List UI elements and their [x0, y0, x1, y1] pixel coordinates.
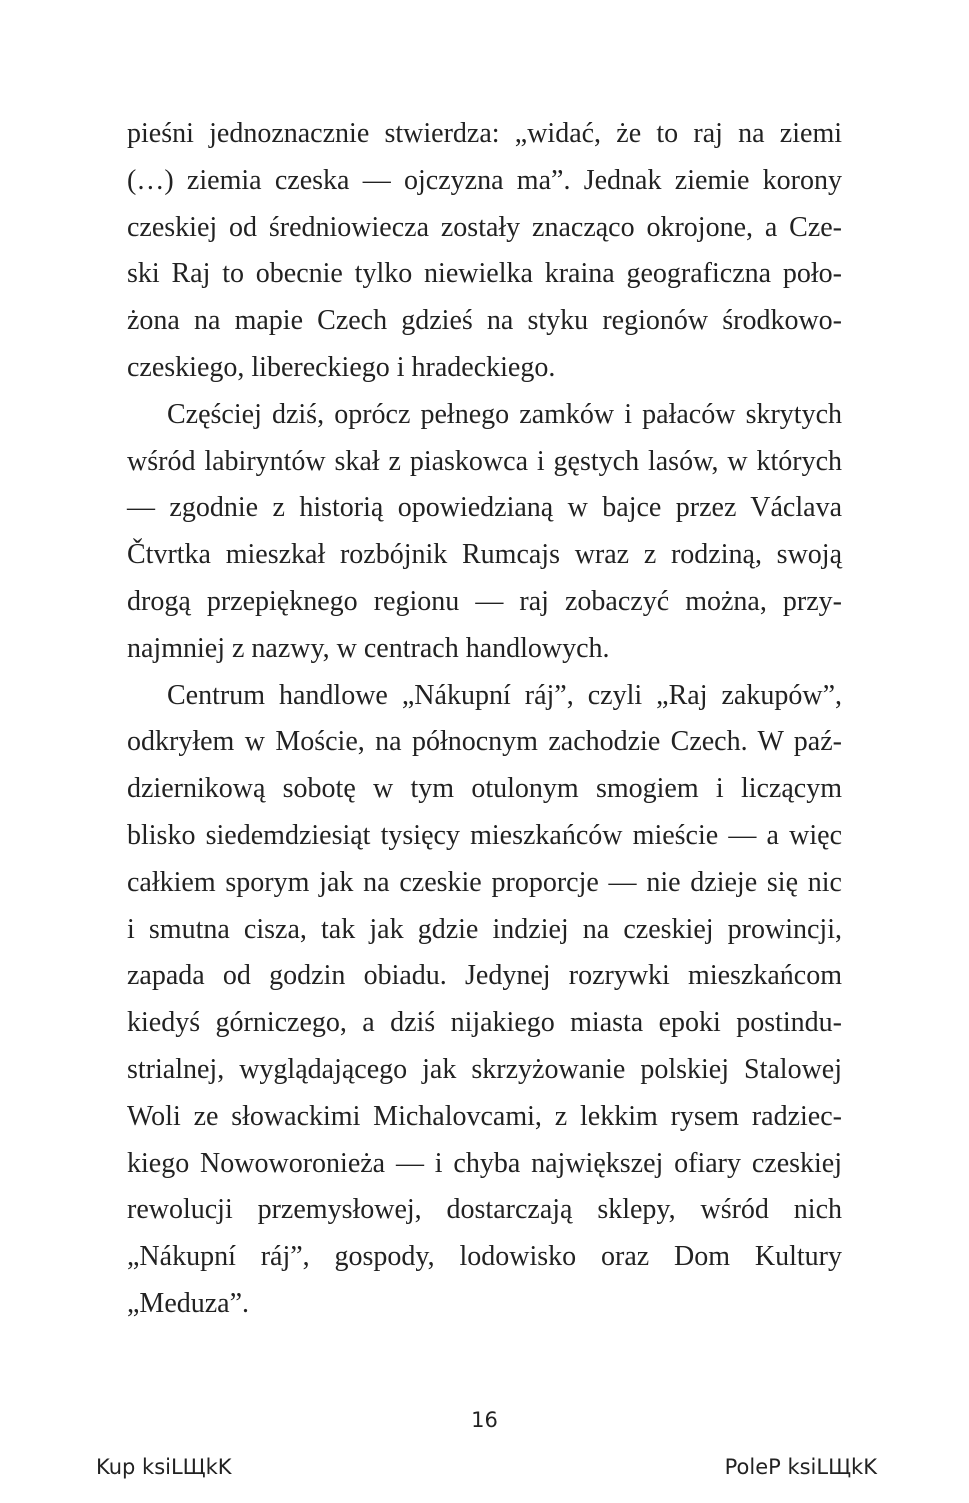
text-line: pieśni jednoznacznie stwierdza: „widać, że to raj na ziemi — [127, 118, 842, 149]
page-number: 16 — [471, 1408, 498, 1432]
page-body-text — [127, 111, 842, 1328]
footer-recommend-book-link[interactable]: PoleP ksiLЩkK — [724, 1455, 877, 1479]
text-line: odkryłem w Moście, na północnym zachodzie Czech. W paź- — [127, 726, 842, 758]
text-line: „Nákupní ráj”, gospody, lodowisko oraz Dom Kultury — [127, 1241, 842, 1273]
text-line: Centrum handlowe „Nákupní ráj”, czyli „Raj zakupów”, — [167, 679, 842, 711]
text-line: Woli ze słowackimi Michalovcami, z lekkim rysem radziec- — [127, 1100, 842, 1132]
text-line: (…) ziemia czeska — ojczyzna ma”. Jednak ziemie korony — [127, 164, 842, 196]
text-line: całkiem sporym jak na czeskie proporcje — nie dzieje się nic — [127, 866, 842, 898]
footer-buy-book-link[interactable]: Kup ksiLЩkK — [96, 1455, 232, 1479]
text-line: drogą przepięknego regionu — raj zobaczyć można, przy- — [127, 585, 842, 617]
text-line: kiedyś górniczego, a dziś nijakiego miasta epoki postindu- — [127, 1007, 842, 1039]
text-line: najmniej z nazwy, w centrach handlowych. — [127, 632, 610, 664]
text-line: dziernikową sobotę w tym otulonym smogiem i liczącym — [127, 773, 842, 805]
text-line: żona na mapie Czech gdzieś na styku regionów środkowo- — [127, 305, 842, 337]
text-line: „Meduza”. — [127, 1287, 250, 1319]
text-line: Częściej dziś, oprócz pełnego zamków i pałaców skrytych — [167, 398, 842, 430]
text-line: Čtvrtka mieszkał rozbójnik Rumcajs wraz z rodziną, swoją — [127, 539, 842, 571]
text-line: blisko siedemdziesiąt tysięcy mieszkańców mieście — a więc — [127, 819, 842, 851]
text-line: zapada od godzin obiadu. Jedynej rozrywki mieszkańcom — [127, 960, 842, 992]
text-line: ski Raj to obecnie tylko niewielka kraina geograficzna poło- — [127, 258, 842, 290]
text-line: czeskiego, libereckiego i hradeckiego. — [127, 351, 556, 383]
text-line: wśród labiryntów skał z piaskowca i gęstych lasów, w których — [127, 445, 842, 477]
text-line: kiego Nowoworonieża — i chyba największej ofiary czeskiej — [127, 1147, 842, 1179]
text-line: strialnej, wyglądającego jak skrzyżowanie polskiej Stalowej — [127, 1053, 842, 1085]
text-line: czeskiej od średniowiecza zostały znacząco okrojone, a Cze- — [127, 211, 842, 243]
text-line: — zgodnie z historią opowiedzianą w bajce przez Václava — [127, 492, 842, 524]
text-line: i smutna cisza, tak jak gdzie indziej na czeskiej prowincji, — [127, 913, 842, 945]
text-line: rewolucji przemysłowej, dostarczają sklepy, wśród nich — [127, 1194, 842, 1226]
